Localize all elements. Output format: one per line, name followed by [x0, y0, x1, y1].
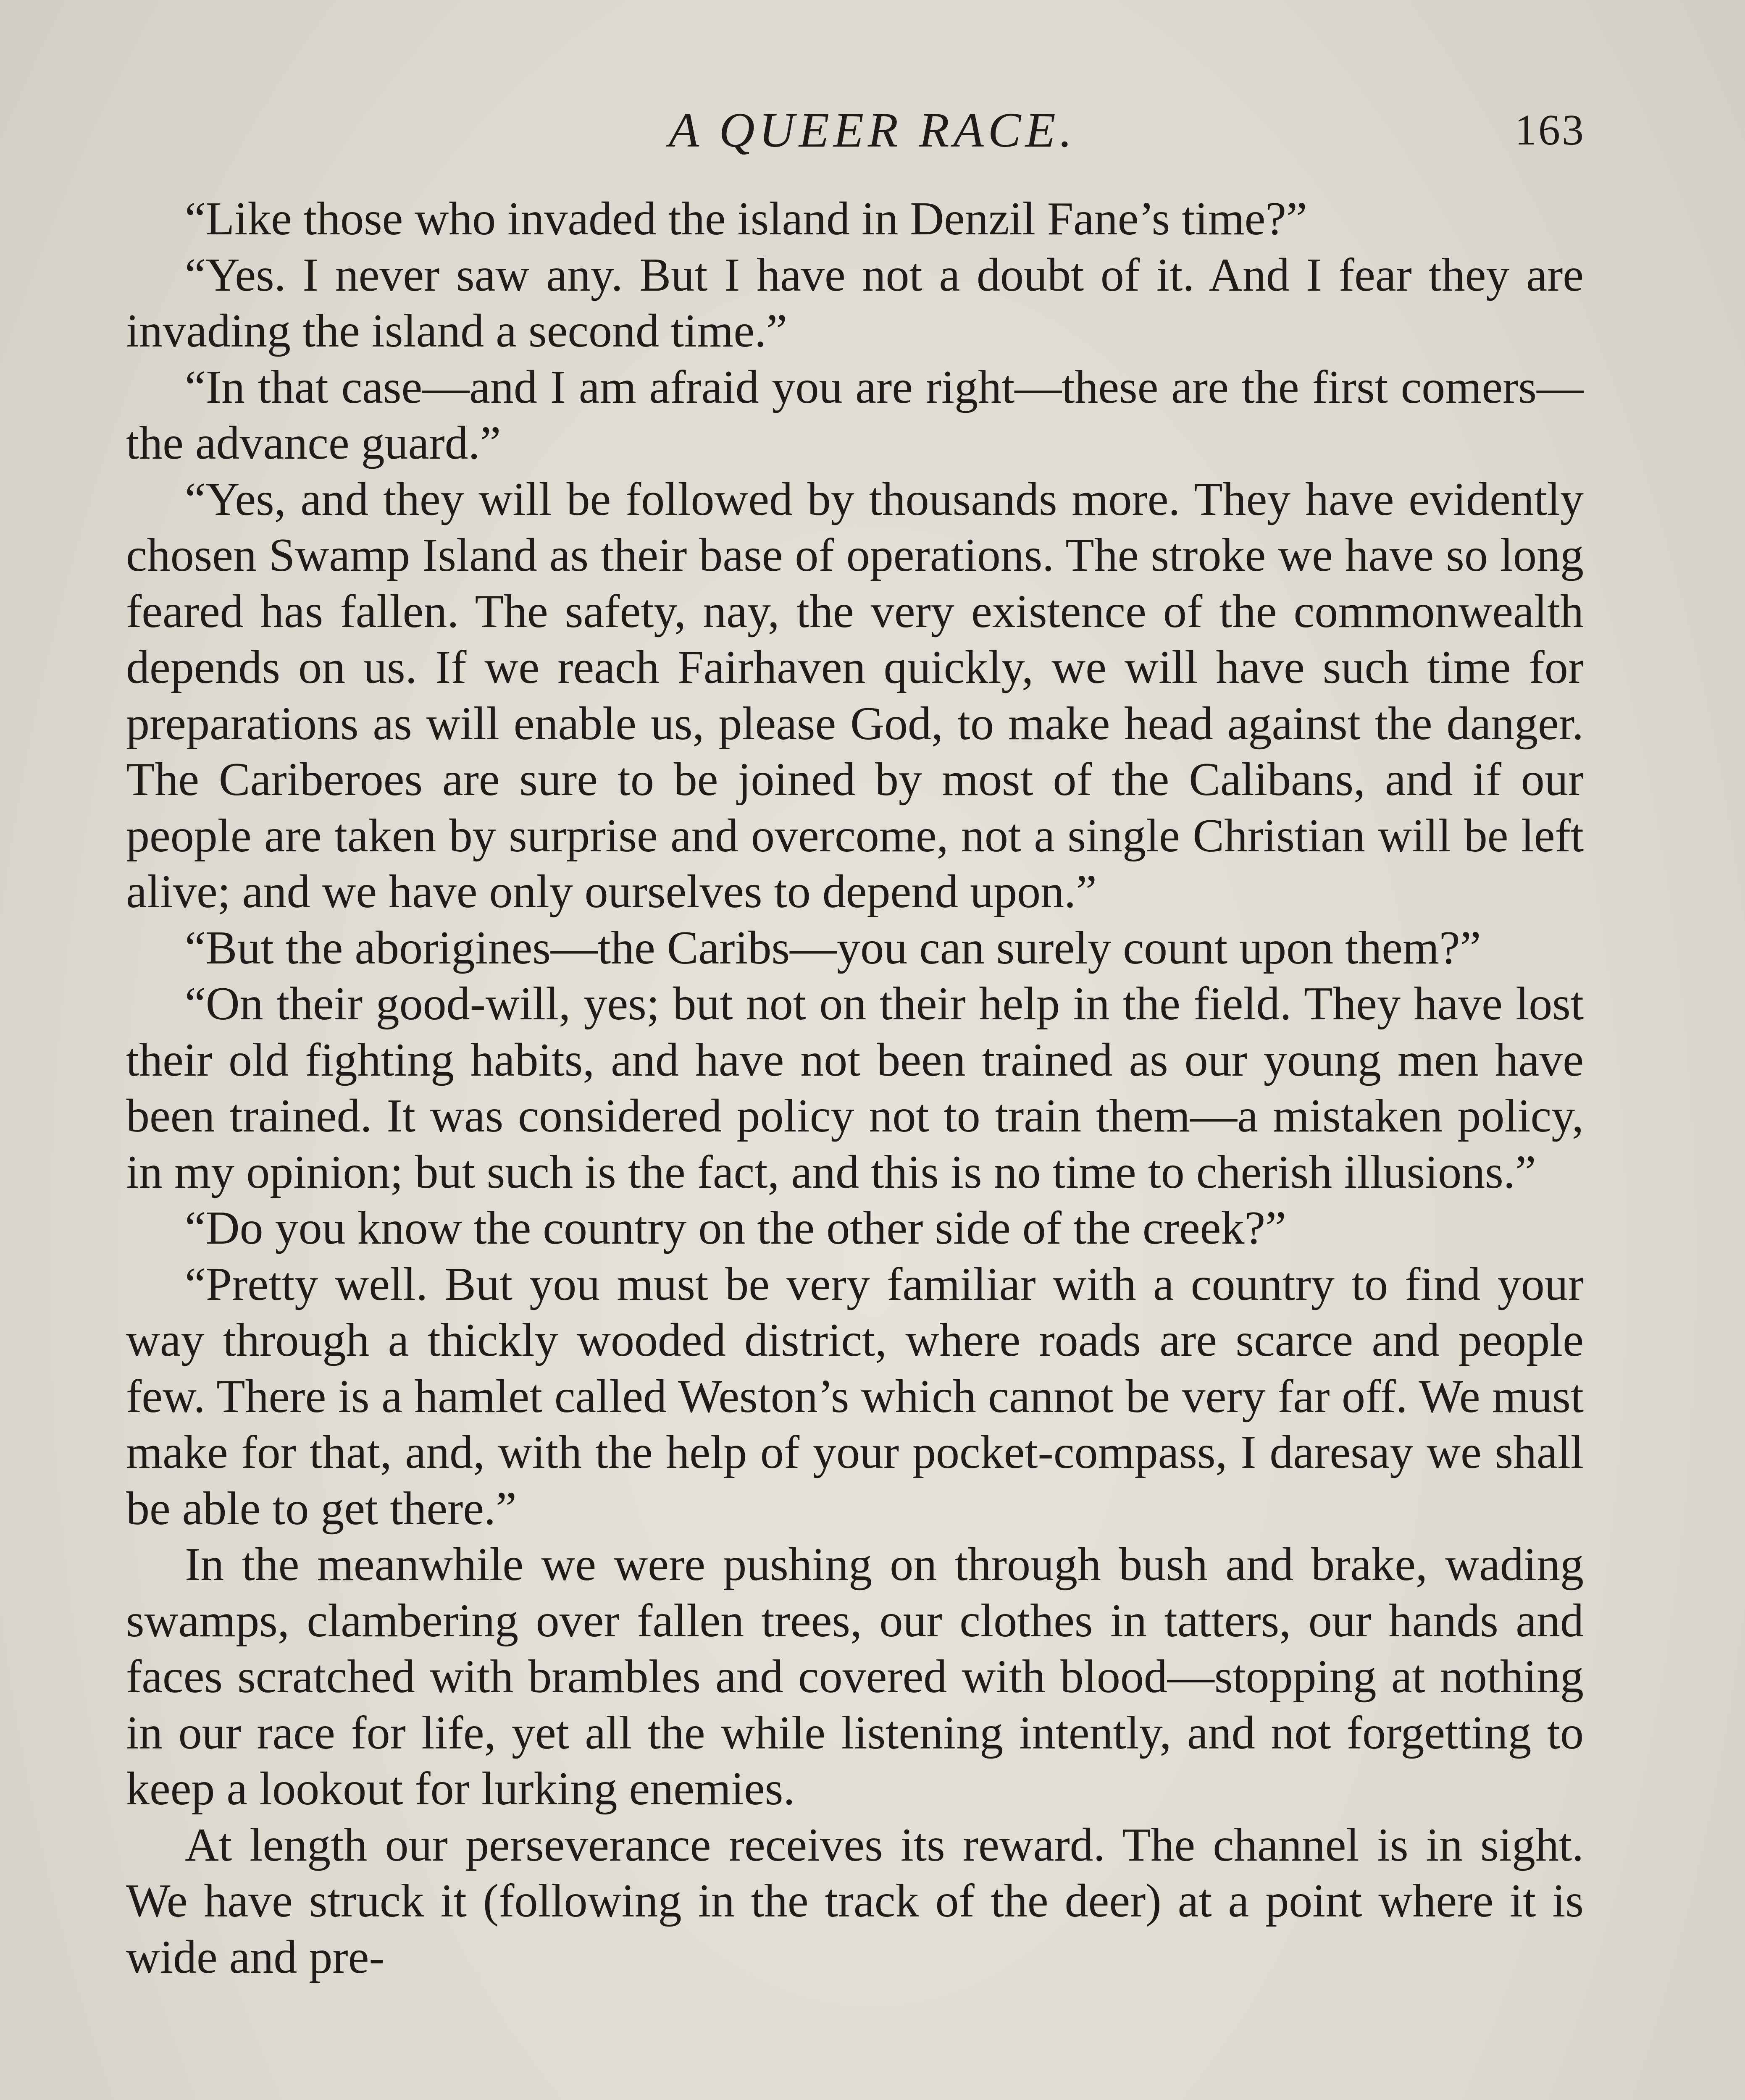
paragraph: “Yes. I never saw any. But I have not a doubt of it. And I fear they are invading the island a second time.” — [126, 249, 1584, 357]
paragraph: At length our perseverance receives its reward. The channel is in sight. We have struck it (following in the track of the deer) at a point where it is wide and pre- — [126, 1819, 1584, 1983]
body-text — [126, 191, 1584, 1985]
paragraph: “But the aborigines—the Caribs—you can surely count upon them?” — [185, 921, 1481, 974]
paragraph: “In that case—and I am afraid you are right—these are the first comers—the advance guard.” — [126, 361, 1584, 469]
page-number: 163 — [1515, 106, 1585, 154]
paragraph: “Pretty well. But you must be very familiar with a country to find your way through a thickly wooded district, where roads are scarce and people few. There is a hamlet called Weston’s which cannot be very far off. We must make for that, and, with the help of your pocket-compass, I daresay we shall be able to get there.” — [126, 1258, 1584, 1535]
paragraph: In the meanwhile we were pushing on through bush and brake, wading swamps, clambering over fallen trees, our clothes in tatters, our hands and faces scratched with brambles and covered with blood—stopping at nothing in our race for life, yet all the while listening intently, and not forgetting to keep a lookout for lurking enemies. — [126, 1538, 1584, 1815]
running-head — [0, 97, 1745, 164]
paragraph: “Yes, and they will be followed by thousands more. They have evidently chosen Swamp Island as their base of operations. The stroke we have so long feared has fallen. The safety, nay, the very existence of the commonwealth depends on us. If we reach Fairhaven quickly, we will have such time for preparations as will enable us, please God, to make head against the danger. The Cariberoes are sure to be joined by most of the Calibans, and if our people are taken by surprise and overcome, not a single Christian will be left alive; and we have only ourselves to depend upon.” — [126, 473, 1584, 918]
paragraph: “On their good-will, yes; but not on their help in the field. They have lost their old fighting habits, and have not been trained as our young men have been trained. It was considered policy not to train them—a mistaken policy, in my opinion; but such is the fact, and this is no time to cherish illusions.” — [126, 978, 1584, 1198]
paragraph: “Do you know the country on the other side of the creek?” — [185, 1202, 1286, 1254]
paragraph: “Like those who invaded the island in Denzil Fane’s time?” — [185, 193, 1307, 245]
running-title: A QUEER RACE. — [668, 102, 1077, 158]
